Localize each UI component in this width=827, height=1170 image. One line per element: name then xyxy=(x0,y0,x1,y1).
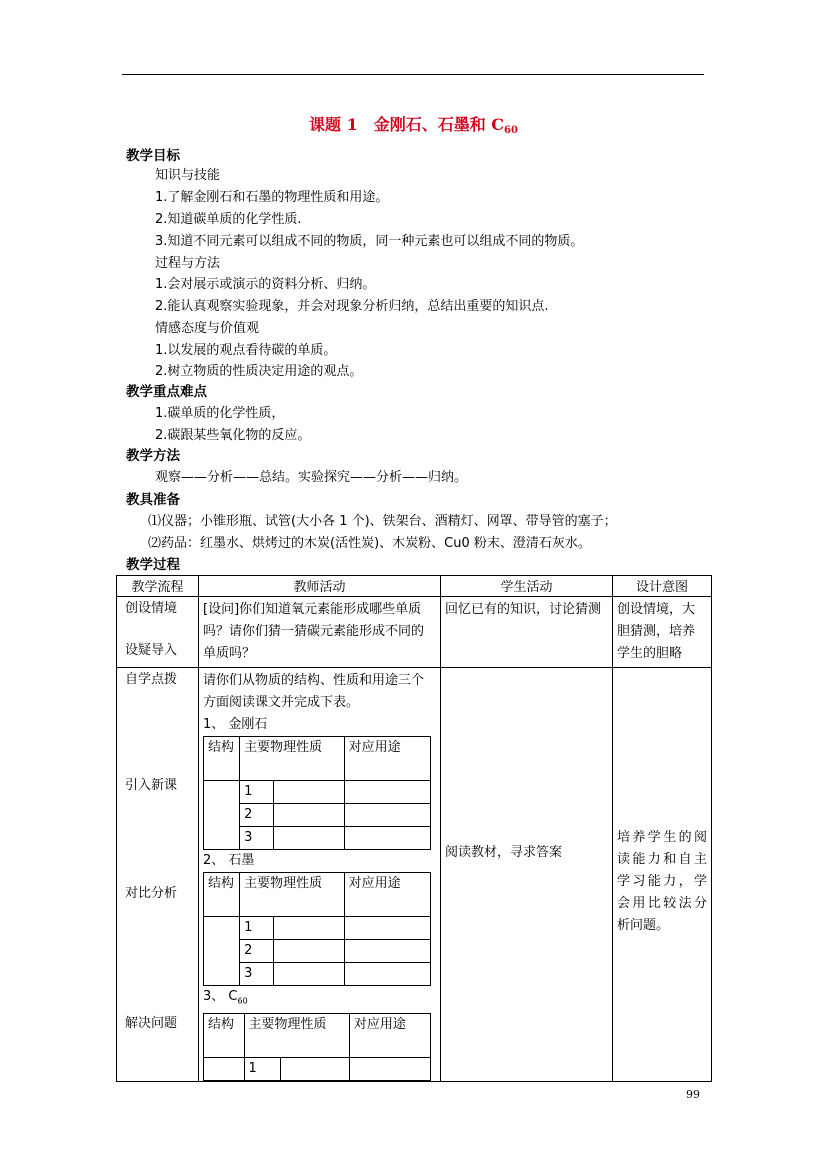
structure-blank xyxy=(204,781,240,850)
flow-label: 设疑导入 xyxy=(125,643,178,658)
knowledge-item: 2.知道碳单质的化学性质. xyxy=(155,212,302,227)
emotion-heading: 情感态度与价值观 xyxy=(155,321,260,336)
key-point-item: 1.碳单质的化学性质， xyxy=(155,406,285,421)
cell-uses: 对应用途 xyxy=(344,737,430,781)
blank-cell xyxy=(274,940,344,963)
teacher-text: [设问]你们知道氧元素能形成哪些单质吗？请你们猜一猜碳元素能形成不同的单质吗？ xyxy=(203,602,425,661)
materials-heading: 教具准备 xyxy=(126,492,180,508)
knowledge-heading: 知识与技能 xyxy=(155,168,221,183)
subtable-caption: 1、 金刚石 xyxy=(203,717,268,732)
row1-flow xyxy=(117,597,199,668)
method-heading: 教学方法 xyxy=(126,448,180,464)
header-teacher: 教师活动 xyxy=(199,576,441,597)
structure-blank xyxy=(204,917,240,986)
row1-student xyxy=(441,597,613,668)
subtable-caption: 2、 石墨 xyxy=(203,853,255,868)
cell-uses: 对应用途 xyxy=(344,873,430,917)
objectives-heading: 教学目标 xyxy=(126,148,180,164)
row-number: 2 xyxy=(240,804,274,827)
blank-cell xyxy=(274,781,344,804)
student-text: 阅读教材，寻求答案 xyxy=(445,845,563,861)
row2-design xyxy=(613,668,712,1082)
blank-cell xyxy=(344,940,430,963)
key-points-heading: 教学重点难点 xyxy=(126,384,207,400)
blank-cell xyxy=(344,917,430,940)
process-item: 1.会对展示或演示的资料分析、归纳。 xyxy=(155,277,376,292)
emotion-item: 2.树立物质的性质决定用途的观点。 xyxy=(155,364,363,379)
row2-teacher xyxy=(199,668,441,1082)
row-number: 3 xyxy=(240,827,274,850)
materials-item: ⑵药品：红墨水、烘烤过的木炭(活性炭)、木炭粉、Cu0 粉末、澄清石灰水。 xyxy=(148,536,591,551)
cell-uses: 对应用途 xyxy=(349,1013,430,1057)
graphite-table xyxy=(203,872,431,986)
row-number: 1 xyxy=(240,917,274,940)
lesson-title: 课题 1 金刚石、石墨和 $C_{60}$ xyxy=(309,115,518,136)
row1-teacher xyxy=(199,597,441,668)
row-number: 1 xyxy=(244,1057,280,1080)
teaching-process-table xyxy=(116,575,712,1082)
row2-student xyxy=(441,668,613,1082)
blank-cell xyxy=(344,781,430,804)
blank-cell xyxy=(274,963,344,986)
row-number: 1 xyxy=(240,781,274,804)
cell-structure: 结构 xyxy=(204,737,240,781)
header-flow: 教学流程 xyxy=(117,576,199,597)
emotion-item: 1.以发展的观点看待碳的单质。 xyxy=(155,343,337,358)
method-text: 观察——分析——总结。实验探究——分析——归纳。 xyxy=(155,470,468,485)
diamond-table xyxy=(203,736,431,850)
cell-physical-properties: 主要物理性质 xyxy=(244,1013,349,1057)
flow-label: 解决问题 xyxy=(125,1016,178,1031)
header-rule xyxy=(122,74,704,75)
blank-cell xyxy=(349,1057,430,1080)
page-number: 99 xyxy=(686,1088,700,1101)
blank-cell xyxy=(344,804,430,827)
c60-table xyxy=(203,1013,431,1081)
blank-cell xyxy=(274,917,344,940)
blank-cell xyxy=(281,1057,350,1080)
blank-cell xyxy=(344,827,430,850)
subtable-caption: 3、 $C_{60}$ xyxy=(203,989,248,1006)
process-section-heading: 教学过程 xyxy=(126,557,180,573)
knowledge-item: 3.知道不同元素可以组成不同的物质，同一种元素也可以组成不同的物质。 xyxy=(155,234,584,249)
flow-label: 对比分析 xyxy=(125,886,178,901)
row2-flow xyxy=(117,668,199,1082)
teacher-intro: 请你们从物质的结构、性质和用途三个方面阅读课文并完成下表。 xyxy=(203,673,425,710)
design-text: 培养学生的阅读能力和自主学习能力，学会用比较法分析问题。 xyxy=(617,830,707,934)
row1-design xyxy=(613,597,712,668)
row-number: 3 xyxy=(240,963,274,986)
materials-item: ⑴仪器；小锥形瓶、试管(大小各 1 个)、铁架台、酒精灯、网罩、带导管的塞子； xyxy=(148,514,617,529)
cell-physical-properties: 主要物理性质 xyxy=(240,737,344,781)
blank-cell xyxy=(274,827,344,850)
process-item: 2.能认真观察实验现象，并会对现象分析归纳，总结出重要的知识点. xyxy=(155,299,549,314)
student-text: 回忆已有的知识，讨论猜测 xyxy=(445,602,602,617)
key-point-item: 2.碳跟某些氧化物的反应。 xyxy=(155,428,311,443)
flow-label: 创设情境 xyxy=(125,601,178,616)
flow-label: 引入新课 xyxy=(125,778,178,793)
cell-physical-properties: 主要物理性质 xyxy=(240,873,344,917)
process-heading: 过程与方法 xyxy=(155,256,221,271)
design-text: 创设情境，大胆猜测，培养学生的胆略 xyxy=(617,602,696,661)
structure-blank xyxy=(204,1057,245,1080)
flow-label: 自学点拨 xyxy=(125,672,178,687)
knowledge-item: 1.了解金刚石和石墨的物理性质和用途。 xyxy=(155,190,389,205)
cell-structure: 结构 xyxy=(204,873,240,917)
blank-cell xyxy=(344,963,430,986)
cell-structure: 结构 xyxy=(204,1013,245,1057)
blank-cell xyxy=(274,804,344,827)
header-design: 设计意图 xyxy=(613,576,712,597)
header-student: 学生活动 xyxy=(441,576,613,597)
row-number: 2 xyxy=(240,940,274,963)
